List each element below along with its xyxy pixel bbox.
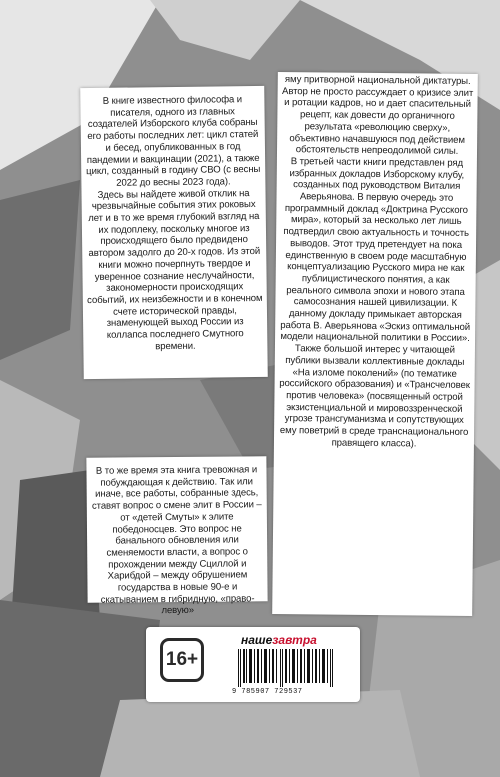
paragraph: Здесь вы найдете живой отклик на чрезвычайные события этих роковых лет и в то же время глубокий взгляд на их подоплеку, поскольку многое из происходящего было предвидено автором задолго до 20-х годов. Из этой книги можно почерпнуть твердое и уверенное сознание неслучайности, закономерности происходящих событий, их неизбежности и в конечном счете исторической правды, знаменующей выход России из коллапса последнего Смутного времени. [87,187,263,353]
age-rating-badge: 16+ [160,638,204,682]
text-column-left-top [80,86,268,379]
publisher-logo-part2: завтра [272,633,317,647]
isbn-text: 9 785907 729537 [232,688,303,696]
barcode-icon [236,649,336,687]
publisher-logo [241,633,317,647]
publisher-strip [146,627,360,702]
paragraph: В то же время эта книга тревожная и побуждающая к действию. Так или иначе, все работы, собранные здесь, ставят вопрос о смене элит в России – от «детей Смуты» к элите победоносцев. Это вопрос не банального обновления или сменяемости власти, а вопрос о прохождении между Сциллой и Харибдой – между обрушением государства в новые 90-е и скатыванием в гибридную, «право-левую» [91,464,262,617]
text-column-left-bottom [86,456,267,617]
publisher-logo-part1: наше [241,633,273,647]
paragraph: В книге известного философа и писателя, одного из главных создателей Изборского клуба собраны его работы последних лет: цикл статей и бесед, опубликованных в год пандемии и вакцинации (2021), а также цикл, созданный в годину СВО (с весны 2022 до весны 2023 года). [86,94,261,189]
paragraph: В третьей части книги представлен ряд избранных докладов Изборскому клубу, созданных под руководством Виталия Аверьянова. В первую очередь это программный доклад «Доктрина Русского мира», который за несколько лет лишь подтвердил свою актуальность и точность выводов. Этот труд претендует на пока единственную в своем роде масштабную концептуализацию Русского мира не как публицистического понятия, а как реального символа эпохи и нового этапа самосознания нашей цивилизации. К данному докладу примыкает авторская работа В. Аверьянова «Эскиз оптимальной модели национальной политики в России». Также большой интерес у читающей публики вызвали коллективные доклады «На изломе поколений» (по тематике российского образования) и «Трансчеловек против человека» (посвященный острой экзистенциальной и мировоззренческой угрозе трансгуманизма и сопутствующих ему поветрий в среде транснационального правящего класса). [279,156,471,450]
text-column-right [272,72,478,616]
paragraph: яму притворной национальной диктатуры. Автор не просто рассуждает о кризисе элит и ротации кадров, но и дает спасительный рецепт, как довести до органичного результата «революцию сверху», объективно начавшуюся под действием обстоятельств непреодолимой силы. [282,74,474,158]
